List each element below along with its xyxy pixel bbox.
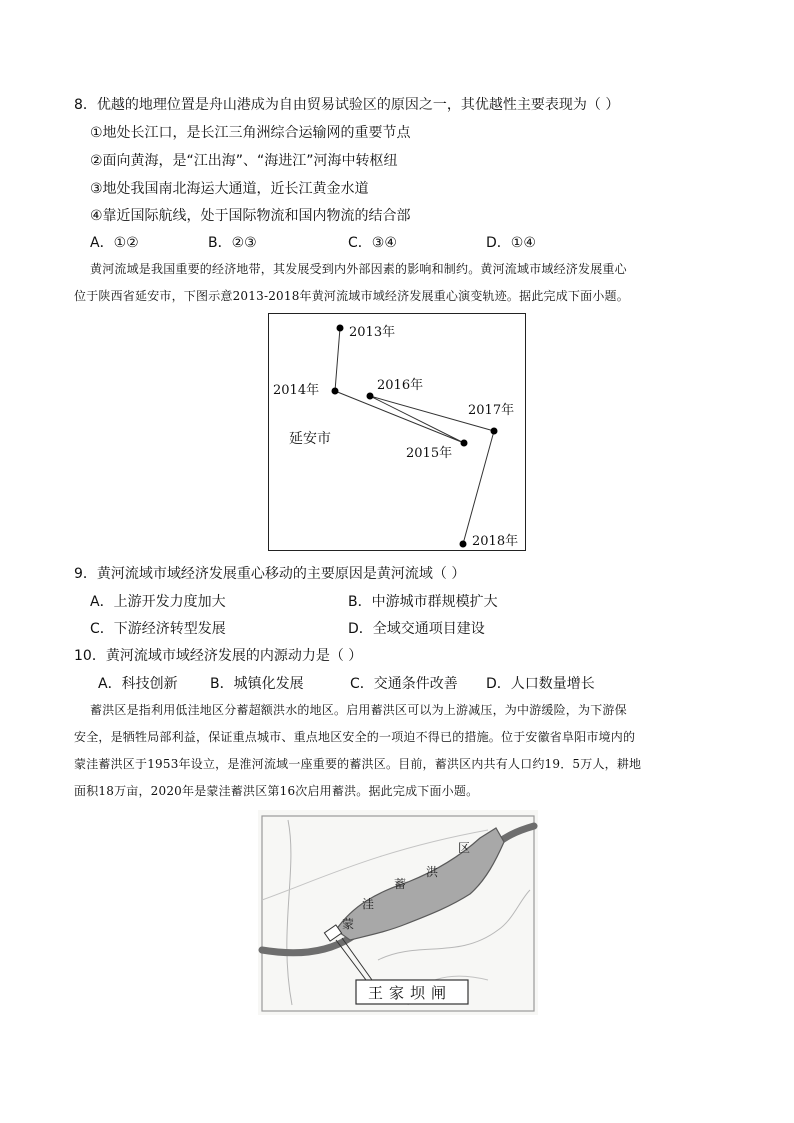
passage2-line-1: 蓄洪区是指利用低洼地区分蓄超额洪水的地区。启用蓄洪区可以为上游减压，为中游缓险，为下游保 [90, 703, 627, 717]
sluice-label: 王家坝闸 [368, 984, 453, 1002]
label-2014: 2014年 [273, 383, 320, 398]
q8-item-2: ②面向黄海，是“江出海”、“海进江”河海中转枢纽 [90, 153, 398, 169]
city-label: 延安市 [289, 431, 331, 447]
passage1-line-2: 位于陕西省延安市，下图示意2013-2018年黄河流域市域经济发展重心演变轨迹。据此完成下面小题。 [74, 289, 629, 303]
q10-option-d[interactable]: D．人口数量增长 [486, 676, 595, 692]
point-2016 [367, 393, 374, 400]
q9-option-a[interactable]: A．上游开发力度加大 [90, 594, 226, 610]
point-2018 [460, 541, 467, 548]
q10-option-b[interactable]: B．城镇化发展 [210, 676, 304, 692]
q8-option-d[interactable]: D．①④ [486, 235, 536, 251]
passage2-line-2: 安全，是牺牲局部利益，保证重点城市、重点地区安全的一项迫不得已的措施。位于安徽省阜阳市境内的 [74, 730, 636, 744]
label-2013: 2013年 [349, 325, 396, 340]
area-char-2: 洼 [362, 897, 375, 911]
label-2017: 2017年 [468, 403, 515, 418]
area-char-1: 蒙 [342, 917, 355, 931]
q8-item-1: ①地处长江口，是长江三角洲综合运输网的重要节点 [90, 125, 411, 141]
area-char-3: 蓄 [394, 877, 407, 891]
point-2014 [332, 388, 339, 395]
q8-option-a[interactable]: A．①② [90, 235, 139, 251]
label-2016: 2016年 [377, 378, 424, 393]
flood-area-map [258, 810, 538, 1015]
q9-stem: 9．黄河流域市域经济发展重心移动的主要原因是黄河流域（ ） [74, 566, 466, 582]
trajectory-map [268, 313, 526, 551]
passage2-line-4: 面积18万亩，2020年是蒙洼蓄洪区第16次启用蓄洪。据此完成下面小题。 [74, 784, 479, 798]
label-2018: 2018年 [472, 534, 519, 549]
q8-item-4: ④靠近国际航线，处于国际物流和国内物流的结合部 [90, 208, 411, 224]
point-2017 [491, 428, 498, 435]
label-2015: 2015年 [406, 446, 453, 461]
q9-option-d[interactable]: D．全域交通项目建设 [348, 621, 485, 637]
trajectory-line [335, 328, 494, 544]
point-2013 [337, 325, 344, 332]
q9-option-c[interactable]: C．下游经济转型发展 [90, 621, 226, 637]
q10-option-a[interactable]: A．科技创新 [98, 676, 178, 692]
area-char-4: 洪 [426, 865, 439, 879]
q10-stem: 10．黄河流域市域经济发展的内源动力是（ ） [74, 648, 363, 664]
passage2-line-3: 蒙洼蓄洪区于1953年设立，是淮河流域一座重要的蓄洪区。目前，蓄洪区内共有人口约19．5万人，耕地 [74, 757, 642, 771]
q8-option-b[interactable]: B．②③ [208, 235, 257, 251]
q9-option-b[interactable]: B．中游城市群规模扩大 [348, 594, 498, 610]
passage1-line-1: 黄河流域是我国重要的经济地带，其发展受到内外部因素的影响和制约。黄河流域市域经济发展重心 [90, 262, 627, 276]
q10-option-c[interactable]: C．交通条件改善 [350, 676, 458, 692]
q8-item-3: ③地处我国南北海运大通道，近长江黄金水道 [90, 181, 369, 197]
area-char-5: 区 [458, 841, 471, 855]
q8-stem: 8．优越的地理位置是舟山港成为自由贸易试验区的原因之一，其优越性主要表现为（ ） [74, 97, 620, 113]
point-2015 [461, 440, 468, 447]
q8-option-c[interactable]: C．③④ [348, 235, 397, 251]
